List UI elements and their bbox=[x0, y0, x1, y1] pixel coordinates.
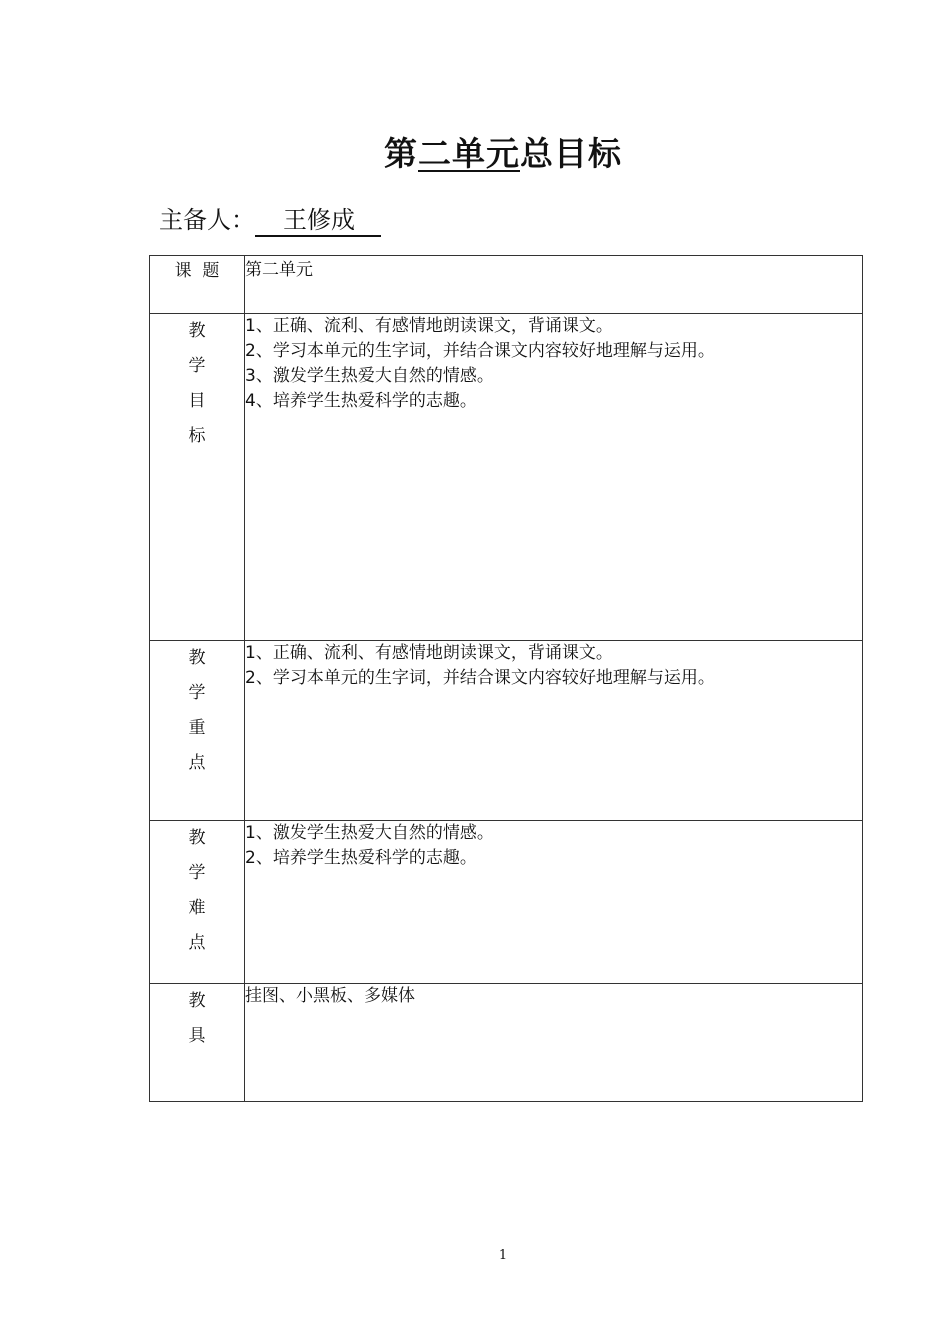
lesson-plan-table bbox=[149, 255, 863, 1102]
list-item: 1、正确、流利、有感情地朗读课文，背诵课文。 bbox=[245, 316, 613, 336]
title-underlined-unit: 二单元 bbox=[418, 134, 520, 173]
label-char: 学 bbox=[188, 683, 206, 703]
label-char: 标 bbox=[188, 426, 206, 446]
label-char: 教 bbox=[188, 828, 206, 848]
topic-text: 第二单元 bbox=[245, 260, 313, 280]
key-points-label bbox=[150, 641, 245, 821]
topic-content bbox=[245, 256, 863, 314]
teaching-aids-label-stack bbox=[150, 984, 244, 1054]
list-item: 2、学习本单元的生字词，并结合课文内容较好地理解与运用。 bbox=[245, 341, 715, 361]
label-char: 教 bbox=[188, 991, 206, 1011]
page-number: 1 bbox=[498, 1248, 508, 1263]
key-points-content bbox=[245, 641, 863, 821]
label-char: 教 bbox=[188, 648, 206, 668]
label-char: 点 bbox=[188, 933, 206, 953]
list-item: 2、学习本单元的生字词，并结合课文内容较好地理解与运用。 bbox=[245, 668, 715, 688]
list-item: 1、激发学生热爱大自然的情感。 bbox=[245, 823, 494, 843]
label-char: 重 bbox=[188, 718, 206, 738]
list-item: 4、培养学生热爱科学的志趣。 bbox=[245, 391, 477, 411]
table-row-objectives bbox=[150, 314, 863, 641]
label-char: 学 bbox=[188, 863, 206, 883]
label-char: 具 bbox=[188, 1026, 206, 1046]
list-item: 3、激发学生热爱大自然的情感。 bbox=[245, 366, 494, 386]
teaching-aids-label bbox=[150, 984, 245, 1102]
title-prefix: 第 bbox=[384, 134, 418, 173]
difficulties-label bbox=[150, 821, 245, 984]
objectives-label bbox=[150, 314, 245, 641]
difficulties-label-stack bbox=[150, 821, 244, 961]
topic-label: 课 题 bbox=[150, 256, 245, 314]
teaching-aids-text: 挂图、小黑板、多媒体 bbox=[245, 986, 415, 1006]
key-points-label-stack bbox=[150, 641, 244, 781]
objectives-content bbox=[245, 314, 863, 641]
label-char: 学 bbox=[188, 356, 206, 376]
table-row-topic bbox=[150, 256, 863, 314]
label-char: 难 bbox=[188, 898, 206, 918]
table-row-teaching-aids bbox=[150, 984, 863, 1102]
label-char: 教 bbox=[188, 321, 206, 341]
label-char: 点 bbox=[188, 753, 206, 773]
table-row-difficulties bbox=[150, 821, 863, 984]
list-item: 1、正确、流利、有感情地朗读课文，背诵课文。 bbox=[245, 643, 613, 663]
preparer-name: 王修成 bbox=[255, 205, 381, 237]
difficulties-content bbox=[245, 821, 863, 984]
title-suffix: 总目标 bbox=[520, 134, 622, 173]
list-item: 2、培养学生热爱科学的志趣。 bbox=[245, 848, 477, 868]
preparer-label: 主备人： bbox=[159, 206, 255, 234]
objectives-label-stack bbox=[150, 314, 244, 454]
label-char: 目 bbox=[188, 391, 206, 411]
table-row-key-points bbox=[150, 641, 863, 821]
preparer-line bbox=[159, 200, 381, 237]
page-title bbox=[0, 128, 950, 175]
teaching-aids-content bbox=[245, 984, 863, 1102]
